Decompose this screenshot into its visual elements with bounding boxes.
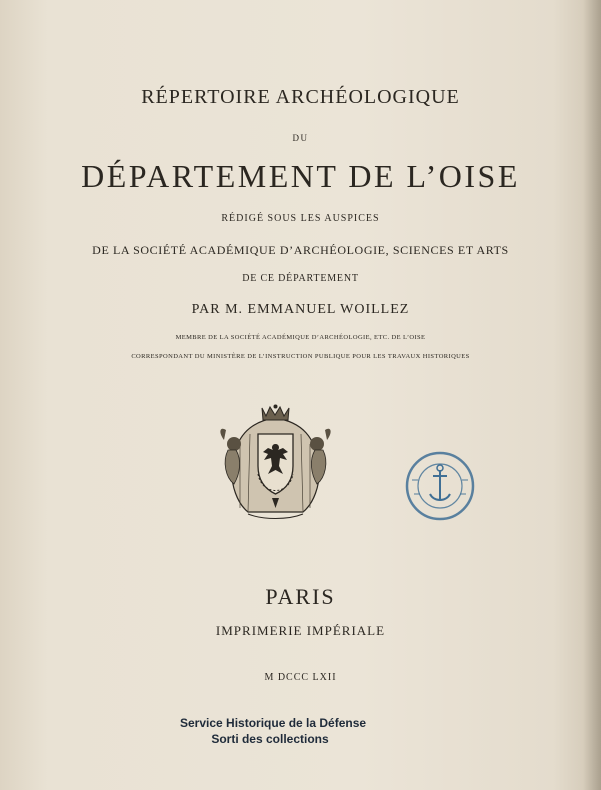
main-title: DÉPARTEMENT DE L’OISE (81, 158, 520, 194)
imprint-city: PARIS (265, 584, 336, 609)
title-line-repertoire: RÉPERTOIRE ARCHÉOLOGIQUE (141, 86, 460, 108)
subtitle-societe: DE LA SOCIÉTÉ ACADÉMIQUE D’ARCHÉOLOGIE, SCIENCES ET ARTS (92, 243, 509, 257)
library-stamp-line2: Sorti des collections (211, 732, 329, 746)
title-line-du: DU (292, 133, 309, 143)
imprint-printer: IMPRIMERIE IMPÉRIALE (215, 623, 386, 638)
library-stamp-line1: Service Historique de la Défense (180, 716, 367, 730)
author-credential-membre: MEMBRE DE LA SOCIÉTÉ ACADÉMIQUE D’ARCHÉOLOGIE, ETC. DE L’OISE (175, 334, 426, 341)
imprint-year: M DCCC LXII (264, 672, 337, 683)
author-credential-correspondant: CORRESPONDANT DU MINISTÈRE DE L’INSTRUCTION PUBLIQUE POUR LES TRAVAUX HISTORIQUES (131, 353, 470, 360)
imperial-coat-of-arms-icon (218, 404, 333, 524)
anchor-library-stamp-icon (404, 450, 476, 522)
subtitle-ce-departement: DE CE DÉPARTEMENT (242, 273, 359, 284)
library-stamp (180, 715, 367, 747)
author-line: PAR M. EMMANUEL WOILLEZ (191, 302, 410, 317)
subtitle-redige: RÉDIGÉ SOUS LES AUSPICES (221, 213, 380, 224)
